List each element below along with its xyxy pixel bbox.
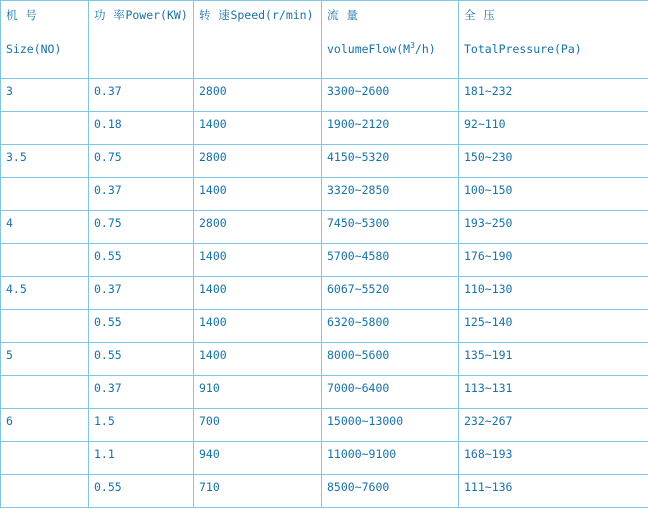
column-header-label-cn: 转 速	[199, 8, 231, 22]
cell-flow: 7000~6400	[322, 376, 459, 409]
cell-size: 5	[1, 343, 89, 376]
cell-power: 0.55	[89, 343, 194, 376]
table-row	[1, 376, 648, 409]
table-row	[1, 79, 648, 112]
column-header-label-en: Power(KW)	[125, 8, 188, 22]
cell-power: 0.37	[89, 79, 194, 112]
cell-pressure: 111~136	[459, 475, 648, 508]
column-header-0	[1, 1, 89, 79]
column-header-2	[194, 1, 322, 79]
cell-pressure: 232~267	[459, 409, 648, 442]
cell-power: 0.55	[89, 244, 194, 277]
cell-size: 3	[1, 79, 89, 112]
cell-speed: 1400	[194, 178, 322, 211]
cell-flow: 3320~2850	[322, 178, 459, 211]
cell-size: 3.5	[1, 145, 89, 178]
column-header-4	[459, 1, 648, 79]
cell-size	[1, 244, 89, 277]
cell-pressure: 193~250	[459, 211, 648, 244]
cell-pressure: 113~131	[459, 376, 648, 409]
cell-size: 4	[1, 211, 89, 244]
cell-speed: 910	[194, 376, 322, 409]
cell-speed: 1400	[194, 277, 322, 310]
cell-power: 0.37	[89, 178, 194, 211]
cell-pressure: 110~130	[459, 277, 648, 310]
table-row	[1, 475, 648, 508]
cell-pressure: 150~230	[459, 145, 648, 178]
cell-pressure: 125~140	[459, 310, 648, 343]
cell-size	[1, 112, 89, 145]
cell-power: 0.18	[89, 112, 194, 145]
cell-power: 1.5	[89, 409, 194, 442]
cell-flow: 4150~5320	[322, 145, 459, 178]
cell-power: 1.1	[89, 442, 194, 475]
cell-flow: 8000~5600	[322, 343, 459, 376]
cell-flow: 5700~4580	[322, 244, 459, 277]
column-header-label-en: Size(NO)	[6, 41, 62, 56]
column-header-label-cn: 功 率	[94, 8, 126, 22]
cell-size	[1, 442, 89, 475]
table-body	[1, 79, 648, 508]
cell-speed: 1400	[194, 343, 322, 376]
cell-power: 0.75	[89, 145, 194, 178]
table-row	[1, 277, 648, 310]
cell-pressure: 168~193	[459, 442, 648, 475]
cell-flow: 6067~5520	[322, 277, 459, 310]
cell-pressure: 92~110	[459, 112, 648, 145]
cell-flow: 7450~5300	[322, 211, 459, 244]
cell-power: 0.55	[89, 310, 194, 343]
table-row	[1, 310, 648, 343]
cell-size: 6	[1, 409, 89, 442]
cell-speed: 2800	[194, 79, 322, 112]
cell-power: 0.55	[89, 475, 194, 508]
cell-pressure: 100~150	[459, 178, 648, 211]
cell-speed: 1400	[194, 112, 322, 145]
column-header-label-en: TotalPressure(Pa)	[464, 41, 582, 56]
cell-flow: 8500~7600	[322, 475, 459, 508]
cell-pressure: 176~190	[459, 244, 648, 277]
cell-pressure: 135~191	[459, 343, 648, 376]
cell-power: 0.75	[89, 211, 194, 244]
cell-speed: 1400	[194, 244, 322, 277]
cell-speed: 2800	[194, 211, 322, 244]
cell-flow: 6320~5800	[322, 310, 459, 343]
cell-flow: 3300~2600	[322, 79, 459, 112]
table-row	[1, 343, 648, 376]
table-row	[1, 178, 648, 211]
cell-speed: 710	[194, 475, 322, 508]
cell-pressure: 181~232	[459, 79, 648, 112]
column-header-label-cn: 全 压	[464, 8, 496, 22]
cell-flow: 1900~2120	[322, 112, 459, 145]
cell-speed: 2800	[194, 145, 322, 178]
cell-speed: 1400	[194, 310, 322, 343]
table-header	[1, 1, 648, 79]
table-row	[1, 442, 648, 475]
table-row	[1, 409, 648, 442]
table-row	[1, 112, 648, 145]
cell-speed: 700	[194, 409, 322, 442]
cell-size	[1, 475, 89, 508]
cell-power: 0.37	[89, 376, 194, 409]
column-header-label-en: Speed(r/min)	[230, 8, 314, 22]
cell-speed: 940	[194, 442, 322, 475]
column-header-3	[322, 1, 459, 79]
cell-size: 4.5	[1, 277, 89, 310]
cell-flow: 15000~13000	[322, 409, 459, 442]
cell-flow: 11000~9100	[322, 442, 459, 475]
table-row	[1, 145, 648, 178]
cell-size	[1, 310, 89, 343]
table-row	[1, 211, 648, 244]
table-row	[1, 244, 648, 277]
header-row	[1, 1, 648, 79]
cell-size	[1, 376, 89, 409]
column-header-label-en: $volumeFlow(M^3/h)$	[327, 40, 436, 56]
column-header-label-cn: 流 量	[327, 8, 359, 22]
column-header-label-cn: 机 号	[6, 8, 38, 22]
cell-power: 0.37	[89, 277, 194, 310]
column-header-1	[89, 1, 194, 79]
cell-size	[1, 178, 89, 211]
